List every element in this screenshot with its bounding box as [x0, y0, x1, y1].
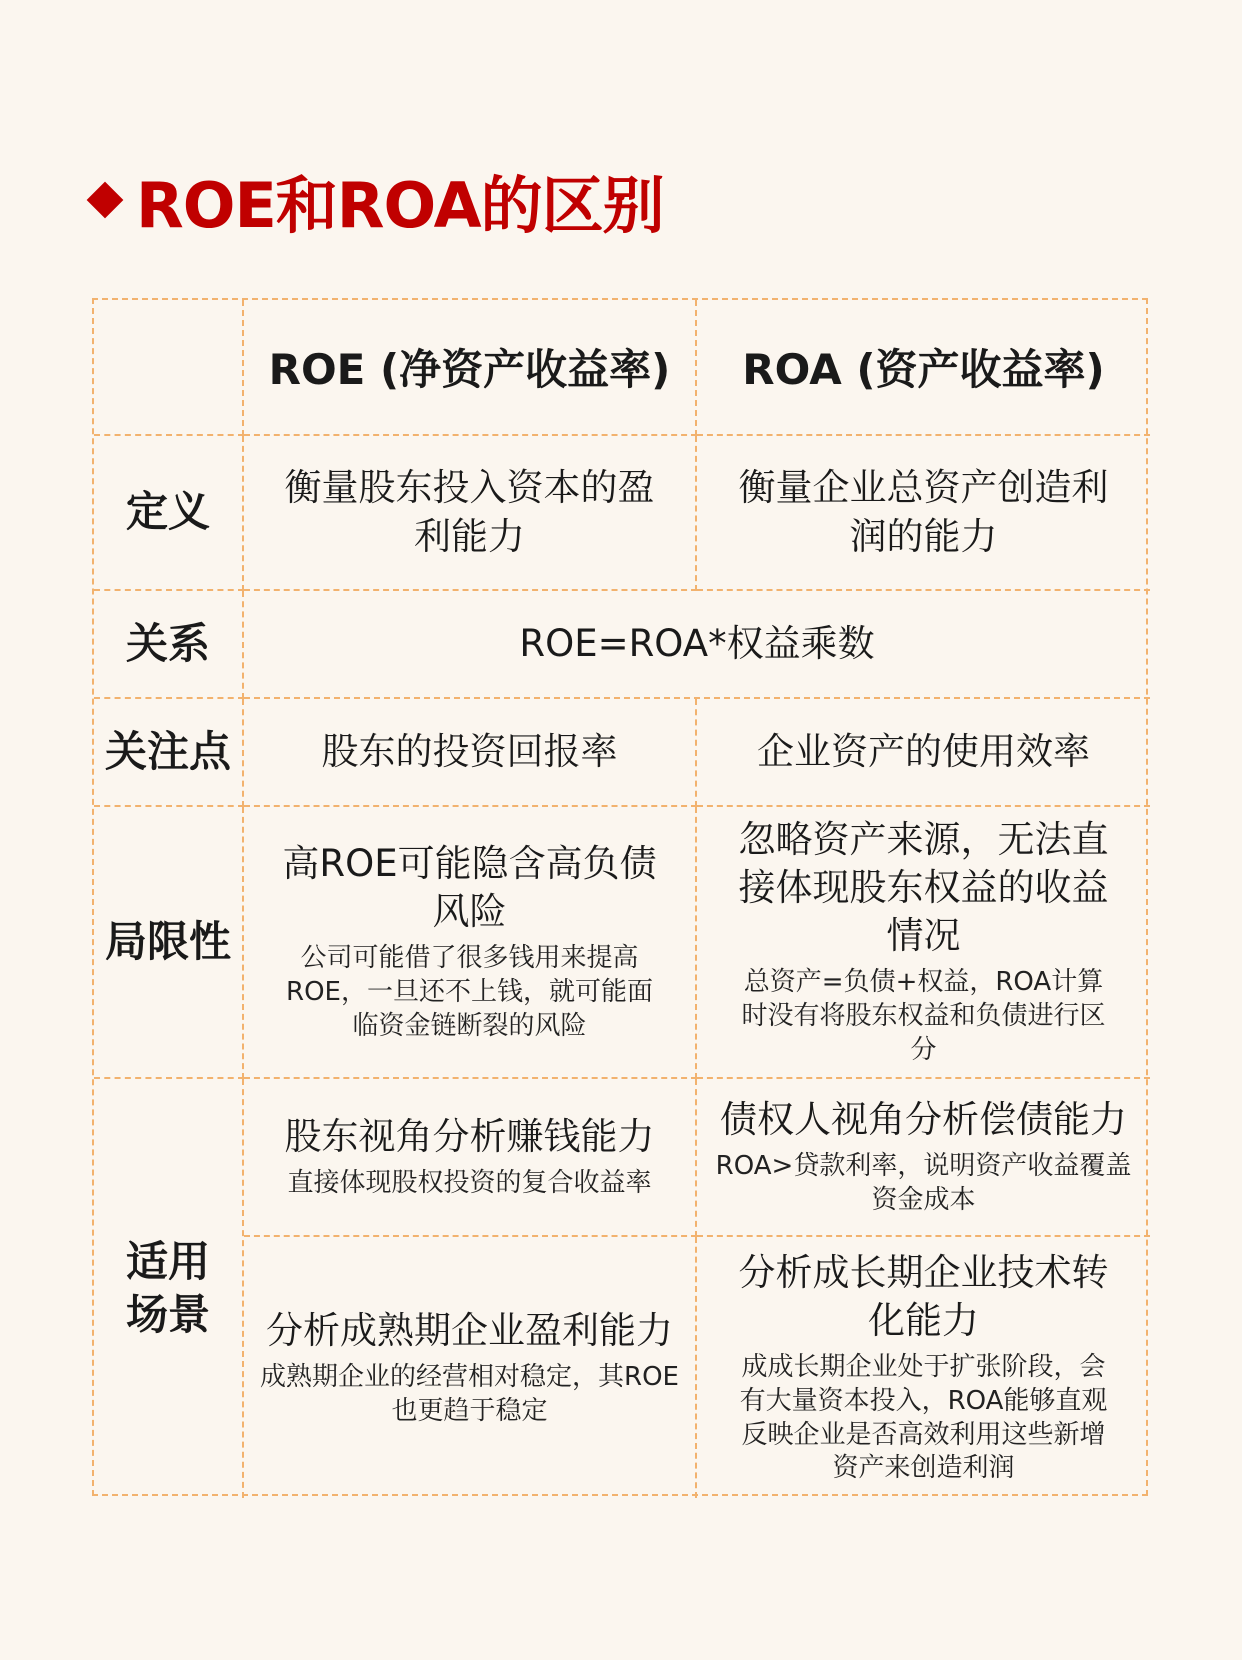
scenario-roa-2-sub: 成成长期企业处于扩张阶段，会有大量资本投入，ROA能够直观反映企业是否高效利用这些新增资产来创造利润 [739, 1352, 1108, 1484]
row-label-definition: 定义 [94, 436, 244, 591]
header-empty-cell [94, 300, 244, 436]
limitation-roe [244, 807, 697, 1079]
definition-roe-text: 衡量股东投入资本的盈利能力 [284, 466, 655, 558]
scenario-roe-2-main: 分析成熟期企业盈利能力 [266, 1308, 673, 1352]
page-title-text: ROE和ROA的区别 [136, 168, 664, 242]
focus-roa: 企业资产的使用效率 [697, 699, 1150, 807]
definition-roa-text: 衡量企业总资产创造利润的能力 [738, 466, 1109, 558]
row-label-limitation: 局限性 [94, 807, 244, 1079]
definition-roa [697, 436, 1150, 591]
limitation-roa [697, 807, 1150, 1079]
row-label-relation: 关系 [94, 591, 244, 699]
definition-roe [244, 436, 697, 591]
scenario-roe-1-main: 股东视角分析赚钱能力 [284, 1115, 655, 1159]
comparison-table [92, 298, 1148, 1496]
diamond-bullet-icon [87, 182, 124, 219]
row-label-scenario-text: 适用场景 [125, 1237, 210, 1339]
page-title [92, 160, 664, 240]
scenario-roa-1 [697, 1079, 1150, 1237]
scenario-roe-2 [244, 1237, 697, 1498]
header-roa: ROA (资产收益率) [697, 300, 1150, 436]
limitation-roa-main: 忽略资产来源，无法直接体现股东权益的收益情况 [738, 818, 1109, 958]
scenario-roa-2 [697, 1237, 1150, 1498]
scenario-roa-2-main: 分析成长期企业技术转化能力 [738, 1250, 1109, 1342]
relation-value: ROE=ROA*权益乘数 [244, 591, 1150, 699]
scenario-roe-1 [244, 1079, 697, 1237]
header-roe: ROE (净资产收益率) [244, 300, 697, 436]
row-label-scenario [94, 1079, 244, 1498]
limitation-roa-sub: 总资产=负债+权益，ROA计算时没有将股东权益和负债进行区分 [741, 967, 1106, 1066]
scenario-roa-1-sub: ROA>贷款利率，说明资产收益覆盖资金成本 [715, 1151, 1132, 1216]
scenario-roe-1-sub: 直接体现股权投资的复合收益率 [287, 1168, 652, 1199]
limitation-roe-sub: 公司可能借了很多钱用来提高ROE，一旦还不上钱，就可能面临资金链断裂的风险 [286, 943, 653, 1041]
scenario-roa-1-main: 债权人视角分析偿债能力 [720, 1098, 1127, 1142]
limitation-roe-main: 高ROE可能隐含高负债风险 [282, 842, 657, 934]
row-label-focus: 关注点 [94, 699, 244, 807]
scenario-roe-2-sub: 成熟期企业的经营相对稳定，其ROE也更趋于稳定 [260, 1361, 679, 1426]
focus-roe: 股东的投资回报率 [244, 699, 697, 807]
